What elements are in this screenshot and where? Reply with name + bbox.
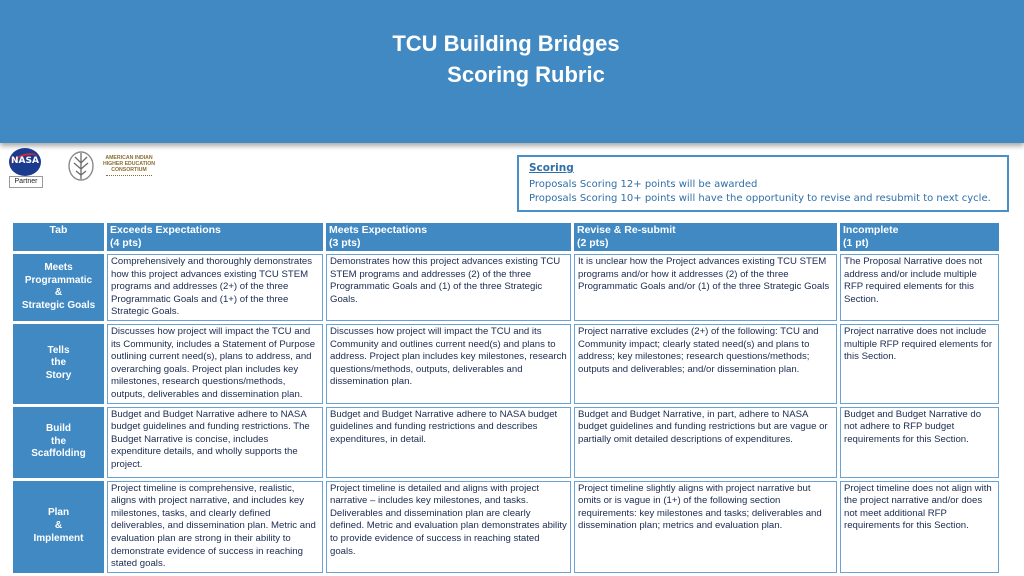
- table-cell: Project narrative does not include multiple RFP required elements for this Section.: [840, 324, 999, 404]
- nasa-logo-icon: [9, 148, 41, 176]
- row-tab-line: the: [51, 435, 66, 447]
- table-cell: Project timeline slightly aligns with project narrative but omits or is vague in (1+) of the following section requirements: key milestones and tasks; deliverables and dissemination plan; metrics and evaluation plan.: [574, 481, 837, 573]
- header-meets: [326, 223, 571, 251]
- table-cell: Discusses how project will impact the TCU and its Community and outlines current need(s) and plans to address. Project plan includes key milestones, research questions/methods, outputs, deliverables and dissemination plan.: [326, 324, 571, 404]
- row-tab-line: Strategic Goals: [21, 300, 96, 312]
- rubric-table: [10, 220, 1002, 576]
- scoring-line-2: Proposals Scoring 10+ points will have the opportunity to revise and resubmit to next cycle.: [529, 193, 991, 204]
- table-row: [13, 481, 999, 573]
- row-tab-line: Plan: [47, 507, 70, 519]
- header-exceeds-pts: (4 pts): [110, 237, 142, 249]
- row-tab-label: [13, 481, 104, 573]
- rubric-header-row: [13, 223, 999, 251]
- header-incomplete-label: Incomplete: [843, 224, 899, 236]
- header-tab: [13, 223, 104, 251]
- table-cell: Project narrative excludes (2+) of the following: TCU and Community impact; clearly stated need(s) and plans to address; key milestones; research questions/methods; outputs and deliverables; and/or dissemination plan.: [574, 324, 837, 404]
- row-tab-label: [13, 324, 104, 404]
- scoring-heading: Scoring: [529, 162, 574, 174]
- table-cell: Budget and Budget Narrative adhere to NASA budget guidelines and funding restrictions and describes expenditures, in detail.: [326, 407, 571, 478]
- partner-label: Partner: [9, 176, 43, 188]
- scoring-box: [517, 155, 1009, 212]
- table-cell: It is unclear how the Project advances existing TCU STEM programs and/or how it addresses (2) of the three Programmatic Goals and/or (1) of the three Strategic Goals: [574, 254, 837, 321]
- page-subtitle: Scoring Rubric: [447, 62, 605, 87]
- table-row: [13, 407, 999, 478]
- table-cell: Discusses how project will impact the TCU and its Community, includes a Statement of Purpose outlining current need(s), plans to address, and overarching goals. Project plan includes key milestones, research questions/methods, outputs, deliverables and dissemination plan.: [107, 324, 323, 404]
- row-tab-line: Tells: [47, 344, 70, 356]
- row-tab-line: &: [54, 287, 63, 299]
- table-row: [13, 254, 999, 321]
- row-tab-label: [13, 254, 104, 321]
- header-tab-label: Tab: [49, 224, 68, 236]
- header-exceeds-label: Exceeds Expectations: [110, 224, 221, 236]
- row-tab-line: Implement: [33, 533, 84, 544]
- row-tab-label: [13, 407, 104, 478]
- nasa-logo-text: NASA: [11, 156, 39, 166]
- table-cell: Project timeline is detailed and aligns with project narrative – includes key milestones, and tasks. Deliverables and dissemination plan are clearly defined. Metric and evaluation plan demonstrates ability to provide evidence of success in reaching stated goals.: [326, 481, 571, 573]
- table-cell: Budget and Budget Narrative adhere to NASA budget guidelines and funding restrictions. The Budget Narrative is concise, includes expenditure details, and wholly supports the project.: [107, 407, 323, 478]
- row-tab-line: Programmatic: [24, 274, 93, 286]
- table-row: [13, 324, 999, 404]
- title-banner: [0, 0, 1024, 143]
- header-incomplete: [840, 223, 999, 251]
- table-cell: The Proposal Narrative does not address and/or include multiple RFP required elements for this Section.: [840, 254, 999, 321]
- header-revise: [574, 223, 837, 251]
- aihec-emblem-icon: [66, 149, 96, 182]
- row-tab-line: Scaffolding: [31, 448, 86, 460]
- row-tab-line: Meets: [44, 261, 73, 273]
- header-incomplete-pts: (1 pt): [843, 237, 869, 249]
- row-tab-line: the: [51, 357, 66, 369]
- scoring-line-1: Proposals Scoring 12+ points will be awarded: [529, 179, 758, 190]
- aihec-divider: [106, 175, 152, 176]
- aihec-logo-text: AMERICAN INDIAN HIGHER EDUCATION CONSORTIUM: [102, 155, 156, 173]
- header-revise-label: Revise & Re-submit: [577, 224, 676, 236]
- table-cell: Comprehensively and thoroughly demonstrates how this project advances existing TCU STEM programs and addresses (2+) of the three Programmatic Goals and (1+) of the three Strategic Goals.: [107, 254, 323, 321]
- table-cell: Budget and Budget Narrative do not adhere to RFP budget requirements for this Section.: [840, 407, 999, 478]
- row-tab-line: &: [54, 520, 63, 532]
- table-cell: Budget and Budget Narrative, in part, adhere to NASA budget guidelines and funding restrictions but are vague or partially omit detailed descriptions of expenditures.: [574, 407, 837, 478]
- row-tab-line: Story: [45, 370, 72, 382]
- page-title: TCU Building Bridges: [392, 31, 620, 56]
- header-revise-pts: (2 pts): [577, 237, 609, 249]
- table-cell: Project timeline is comprehensive, realistic, aligns with project narrative, and includes key milestones, tasks, and clearly defined deliverables, and dissemination plan. Metric and evaluation plan are strong in their ability to demonstrate evidence of success in reaching stated goals.: [107, 481, 323, 573]
- header-exceeds: [107, 223, 323, 251]
- header-meets-pts: (3 pts): [329, 237, 361, 249]
- header-meets-label: Meets Expectations: [329, 224, 428, 236]
- table-cell: Project timeline does not align with the project narrative and/or does not meet additional RFP requirements for this Section.: [840, 481, 999, 573]
- table-cell: Demonstrates how this project advances existing TCU STEM programs and addresses (2) of the three Programmatic Goals and (1) of the three Strategic Goals.: [326, 254, 571, 321]
- row-tab-line: Build: [46, 422, 71, 434]
